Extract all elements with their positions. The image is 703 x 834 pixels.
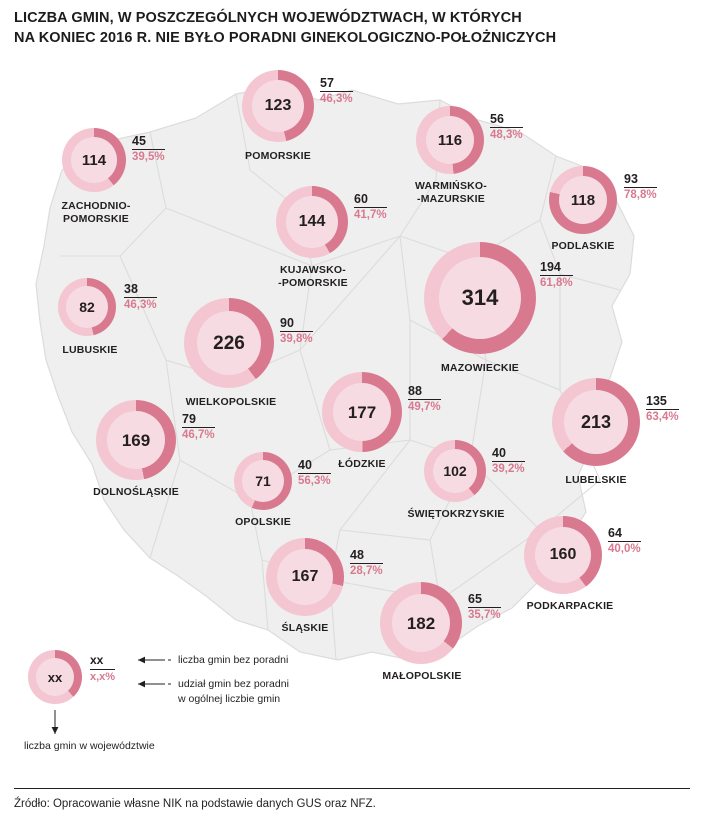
source-note: Źródło: Opracowanie własne NIK na podstawie danych GUS oraz NFZ. <box>14 798 376 810</box>
page-title <box>14 8 684 48</box>
region-donut <box>549 166 617 234</box>
region-values <box>624 172 657 203</box>
region-name: PODKARPACKIE <box>526 600 614 612</box>
region-name: ZACHODNIO- POMORSKIE <box>61 200 131 225</box>
region-total: 314 <box>461 285 499 310</box>
legend <box>18 640 438 770</box>
region-name: WIELKOPOLSKIE <box>185 396 277 408</box>
region-values <box>646 394 679 425</box>
legend-note-pct-line-2: w ogólnej liczbie gmin <box>178 693 281 705</box>
region-without: 88 <box>408 384 441 400</box>
region-pct: 46,7% <box>182 429 215 442</box>
region-total: 160 <box>549 546 577 563</box>
region-values <box>132 134 165 165</box>
region-name: PODLASKIE <box>551 240 615 252</box>
region-total: 144 <box>298 213 326 230</box>
region-donut <box>524 516 602 594</box>
legend-count-value: xx <box>90 654 115 670</box>
region-values <box>182 412 215 443</box>
region-without: 64 <box>608 526 641 542</box>
region-name: POMORSKIE <box>245 150 311 162</box>
region-donut <box>424 242 536 354</box>
region-pct: 39,5% <box>132 151 165 164</box>
region-donut <box>242 70 314 142</box>
region-donut <box>184 298 274 388</box>
region-donut <box>416 106 484 174</box>
region-values <box>124 282 157 313</box>
region-without: 60 <box>354 192 387 208</box>
region-values <box>492 446 525 477</box>
region-donut <box>424 440 486 502</box>
region-without: 79 <box>182 412 215 428</box>
region-pct: 28,7% <box>350 565 383 578</box>
region-without: 56 <box>490 112 523 128</box>
region-pct: 39,2% <box>492 463 525 476</box>
region-donut <box>58 278 116 336</box>
region-values <box>540 260 573 291</box>
region-pct: 78,8% <box>624 189 657 202</box>
region-total: 116 <box>437 131 463 149</box>
region-without: 40 <box>298 458 331 474</box>
region-pct: 49,7% <box>408 401 441 414</box>
region-name: MAZOWIECKIE <box>440 362 520 374</box>
region-without: 90 <box>280 316 313 332</box>
region-total: 226 <box>213 332 245 354</box>
region-without: 93 <box>624 172 657 188</box>
region-total: 169 <box>121 430 151 450</box>
region-donut <box>322 372 402 452</box>
region-pct: 56,3% <box>298 475 331 488</box>
legend-center-value: xx <box>47 669 63 685</box>
region-values <box>350 548 383 579</box>
region-values <box>354 192 387 223</box>
region-name: LUBELSKIE <box>565 474 627 486</box>
region-pct: 39,8% <box>280 333 313 346</box>
region-pct: 46,3% <box>124 299 157 312</box>
legend-note-center: liczba gmin w województwie <box>24 740 155 752</box>
region-values <box>608 526 641 557</box>
region-name: ŚLĄSKIE <box>281 622 329 634</box>
region-total: 123 <box>264 97 292 114</box>
region-name: LUBUSKIE <box>62 344 118 356</box>
region-values <box>320 76 353 107</box>
region-donut <box>96 400 176 480</box>
region-total: 118 <box>570 191 596 209</box>
region-without: 40 <box>492 446 525 462</box>
region-total: 167 <box>291 568 319 585</box>
legend-note-pct-line-1: udział gmin bez poradni <box>178 678 289 690</box>
region-name: ŚWIĘTOKRZYSKIE <box>407 508 505 520</box>
region-values <box>490 112 523 143</box>
region-donut <box>276 186 348 258</box>
region-without: 48 <box>350 548 383 564</box>
region-name: OPOLSKIE <box>235 516 291 528</box>
region-total: 182 <box>406 613 436 633</box>
legend-note-count: liczba gmin bez poradni <box>178 654 289 666</box>
region-pct: 40,0% <box>608 543 641 556</box>
region-pct: 41,7% <box>354 209 387 222</box>
region-donut <box>62 128 126 192</box>
region-total: 114 <box>81 151 107 169</box>
region-name: KUJAWSKO- -POMORSKIE <box>278 264 348 289</box>
region-without: 57 <box>320 76 353 92</box>
region-without: 65 <box>468 592 501 608</box>
region-values <box>468 592 501 623</box>
region-pct: 48,3% <box>490 129 523 142</box>
region-pct: 46,3% <box>320 93 353 106</box>
region-total: 102 <box>443 463 467 479</box>
region-values <box>280 316 313 347</box>
page-title-line-1: LICZBA GMIN, W POSZCZEGÓLNYCH WOJEWÓDZTWACH, W KTÓRYCH <box>14 10 522 26</box>
region-without: 135 <box>646 394 679 410</box>
region-donut <box>266 538 344 616</box>
region-donut <box>552 378 640 466</box>
region-pct: 35,7% <box>468 609 501 622</box>
page-title-line-2: NA KONIEC 2016 R. NIE BYŁO PORADNI GINEKOLOGICZNO-POŁOŻNICZYCH <box>14 30 557 46</box>
region-pct: 63,4% <box>646 411 679 424</box>
region-name: ŁÓDZKIE <box>338 458 386 470</box>
region-donut <box>234 452 292 510</box>
region-without: 45 <box>132 134 165 150</box>
region-pct: 61,8% <box>540 277 573 290</box>
region-without: 194 <box>540 260 573 276</box>
region-without: 38 <box>124 282 157 298</box>
region-name: DOLNOŚLĄSKIE <box>93 486 179 498</box>
region-values <box>298 458 331 489</box>
region-total: 213 <box>580 412 612 432</box>
region-name: WARMIŃSKO- -MAZURSKIE <box>415 180 487 205</box>
region-values <box>408 384 441 415</box>
poland-map <box>0 60 703 700</box>
region-total: 82 <box>79 299 95 315</box>
region-total: 71 <box>255 473 271 489</box>
legend-pct-value: x,x% <box>90 670 116 683</box>
region-name: MAŁOPOLSKIE <box>382 670 462 682</box>
source-divider <box>14 788 690 789</box>
region-total: 177 <box>347 402 377 422</box>
